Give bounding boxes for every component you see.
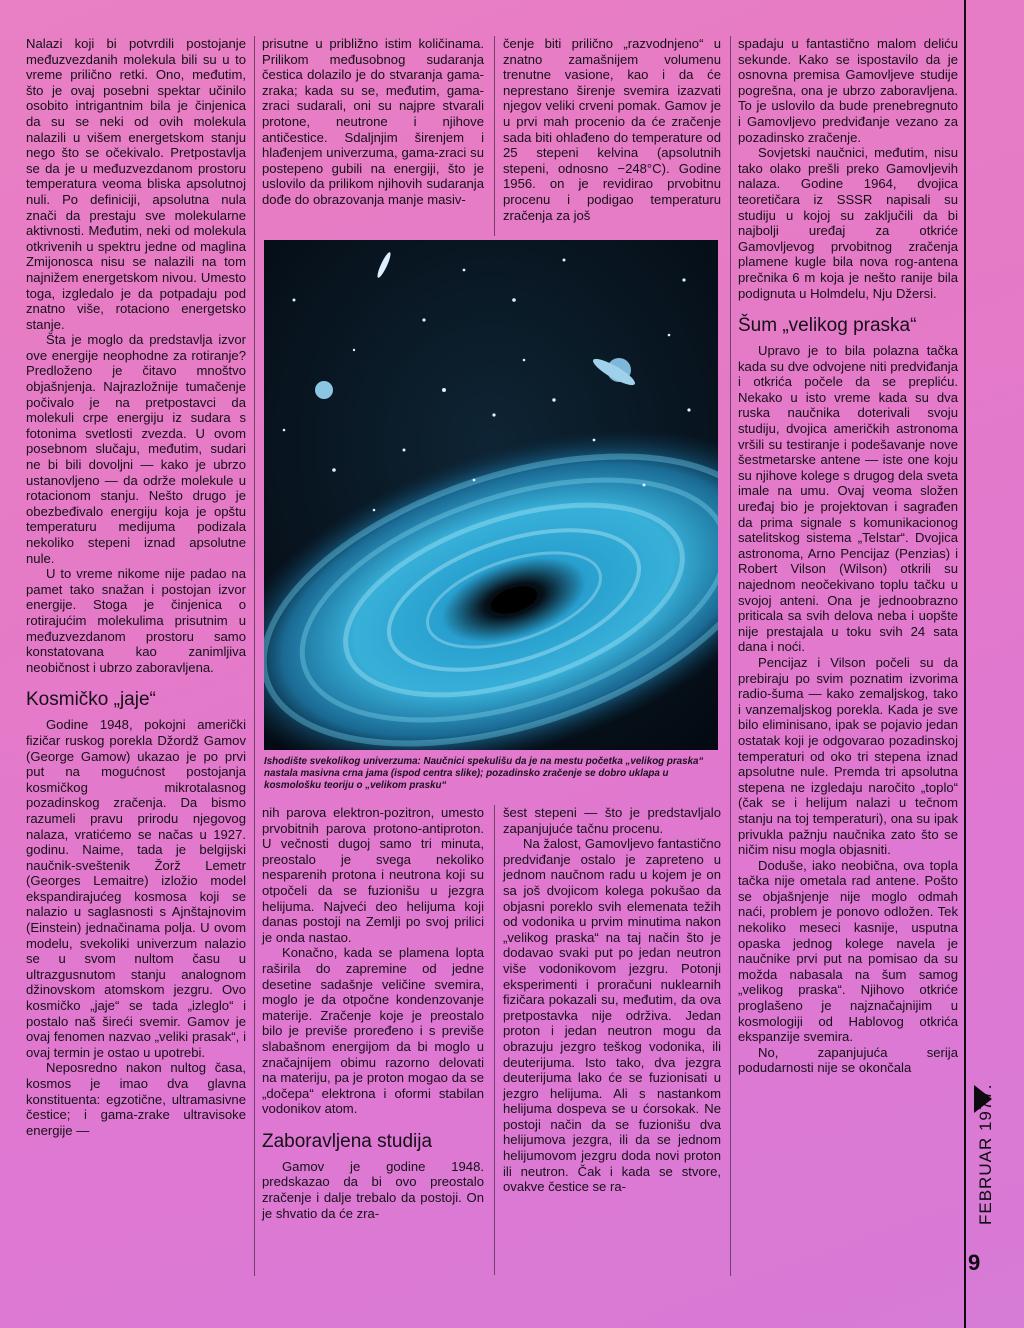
page-edge-rule <box>964 0 966 1328</box>
column-2-top <box>262 36 484 236</box>
galaxy-illustration <box>264 240 718 750</box>
column-2-bottom <box>262 805 484 1275</box>
c4-paragraph-5: Doduše, iako neobična, ova topla tačka nije ometala rad antene. Pošto se objašnjenje nije moglo odmah naći, problem je ponovo odložen. Tek nekoliko meseci kasnije, usputna opaska jednog kolege navela je naučnike prvi put na pomisao da su možda nabasala na šum samog „velikog praska“. Njihovo otkriće proglašeno je najznačajnijim u kosmologiji od Hablovog otkrića ekspanzije svemira. <box>738 857 958 1045</box>
c2-bottom-paragraph-3: Gamov je godine 1948. predskazao da bi ovo preostalo zračenje i dalje trebalo da postoji. On je shvatio da će zra- <box>262 1158 484 1221</box>
c4-paragraph-2: Sovjetski naučnici, međutim, nisu tako olako prešli preko Gamovljevih nalaza. Godine 1964, dvojica teoretičara iz SSSR napisali su studiju u kojoj su zaključili da bi najbolji uređaj za otkriće Gamovljevog prvobitnog zračenja plamene kugle bila nova rog-antena prečnika 6 m koja je nešto ranije bila podignuta u Holmdelu, Nju Džersi. <box>738 145 958 301</box>
column-divider <box>494 36 495 236</box>
c3-bottom-paragraph-1: šest stepeni — što je predstavljalo zapanjujuće tačnu procenu. <box>503 805 721 836</box>
c4-paragraph-3: Upravo je to bila polazna tačka kada su dve odvojene niti predviđanja i otkrića počele da se prepliću. Nekako u isto vreme kada su dva ruska naučnika doterivali svoju studiju, dvojica američkih astronoma vršili su testiranje i podešavanje nove šestmetarske antene — iste one koju su njihove kolege s drugog dela sveta imale na umu. Ovaj veoma složen uređaj bio je projektovan i sagrađen da prima signale s komunikacionog satelitskog sistema „Telstar“. Dvojica astronoma, Arno Pencijaz (Penzias) i Robert Vilson (Wilson) otkrili su najednom neočekivano toplu tačku u svojoj anteni. Ona je jednoobrazno priticala sa svih delova neba i uopšte nije prestajala u toku svih 24 sata dana i noći. <box>738 343 958 655</box>
c1-paragraph-3: U to vreme nikome nije padao na pamet tako snažan i postojan izvor energije. Stoga je činjenica o rotirajućim molekulima prisutnim u međuzvezdanom prostoru samo konstatovana kao zanimljiva neobičnost i ubrzo zaboravljena. <box>26 566 246 675</box>
figure-caption: Ishodište svekolikog univerzuma: Naučnici spekulišu da je na mestu početka „velikog praska“ nastala masivna crna jama (ispod centra slike); pozadinsko zračenje se dobro uklapa u kosmološku teoriju o „velikom prasku“ <box>264 756 704 791</box>
section-heading-kosmicko-jaje: Kosmičko „jaje“ <box>26 689 156 711</box>
c1-paragraph-1: Nalazi koji bi potvrdili postojanje međuzvezdanih molekula bili su u to vreme prilično retki. Ono, međutim, što je ovaj posebni spektar učinilo osobito intrigantnim bila je činjenica da su se neki od ovih molekula nalazili u višem energetskom stanju nego što se očekivalo. Pretpostavlja se da je u međuzvezdanom prostoru temperatura veoma bliska apsolutnoj nuli. Po definiciji, apsolutna nula znači da prestaju sve molekularne aktivnosti. Međutim, neki od molekula otkrivenih u spektru jedne od maglina Zmijonosca nisu se nalazili na tom najnižem energetskom nivou. Umesto toga, izgledalo je da potpadaju pod znatno više, rotaciono energetsko stanje. <box>26 36 246 332</box>
column-3-top <box>503 36 721 236</box>
column-divider <box>254 36 255 1276</box>
column-3-bottom <box>503 805 721 1275</box>
c3-top-paragraph-1: čenje biti prilično „razvodnjeno“ u znatno zamašnijem volumenu trenutne vasione, kao i da će neprestano širenje svemira izazvati njegov veliki crveni pomak. Gamov je u prvi mah procenio da će zračenje sada biti ohlađeno do temperature od 25 stepeni kelvina (apsolutnih stepeni, odnosno −248°C). Godine 1956. on je revidirao prvobitnu procenu i podigao temperaturu zračenja za još <box>503 36 721 223</box>
column-divider <box>730 36 731 1276</box>
section-heading-sum-velikog-praska: Šum „velikog praska“ <box>738 315 917 337</box>
section-heading-zaboravljena-studija: Zaboravljena studija <box>262 1130 433 1152</box>
column-1 <box>26 36 246 1276</box>
issue-date: FEBRUAR 1977. <box>976 1083 995 1225</box>
c4-paragraph-1: spadaju u fantastično malom deliću sekunde. Kako se ispostavilo da je osnovna premisa Gamovljeve studije pogrešna, ona je ubrzo zaboravljena. To je uslovilo da bude prenebregnuto i Gamovljevo predviđanje vezano za pozadinsko zračenje. <box>738 36 958 145</box>
c1-paragraph-5: Neposredno nakon nultog časa, kosmos je imao dva glavna konstituenta: egzotične, ultramasivne čestice; i gama-zrake ultravisoke energije — <box>26 1060 246 1138</box>
page-number: 9 <box>968 1250 981 1275</box>
galaxy-image <box>264 240 718 750</box>
c4-paragraph-6: No, zapanjujuća serija podudarnosti nije se okončala <box>738 1044 958 1076</box>
c2-bottom-paragraph-1: nih parova elektron-pozitron, umesto prvobitnih parova protono-antiproton. U večnosti dugoj samo tri minuta, preostalo je svega nekoliko nesparenih protona i neutrona koji su otpočeli da se fuzionišu u jezgra helijuma. Najveći deo helijuma koji danas postoji na Zemlji po svoj prilici je onda nastao. <box>262 805 484 945</box>
c4-paragraph-4: Pencijaz i Vilson počeli su da prebiraju po svim poznatim izvorima radio-šuma — kako zemaljskog, tako i vanzemaljskog porekla. Kada je sve bilo eliminisano, ipak se pojavio jedan ostatak koji je odgovarao pozadinskoj temperaturi od oko tri stepena iznad apsolutne nule. Premda tri apsolutna stepena ne izgledaju naročito „toplo“ (čak se i helijum nalazi u tečnom stanju na toj temperaturi), ona su ipak privukla pažnju naučnika zato što se ničim nisu mogla objasniti. <box>738 654 958 858</box>
column-divider <box>494 805 495 1275</box>
c1-paragraph-2: Šta je moglo da predstavlja izvor ove energije neophodne za rotiranje? Predloženo je čitavo mnoštvo objašnjenja. Najrazložnije tumačenje počivalo je na pretpostavci da molekuli crpe energiju iz sudara s fotonima svetlosti zvezda. U ovom posebnom slučaju, međutim, sudari ne bi bili dovoljni — kako je ubrzo ustanovljeno — da održe molekule u rotacionom stanju. Nešto drugo je obezbeđivalo energiju koja je opštu temperaturu medijuma podizala nekoliko stepeni iznad apsolutne nule. <box>26 332 246 566</box>
c1-paragraph-4: Godine 1948, pokojni američki fizičar ruskog porekla Džordž Gamov (George Gamow) ukazao je po prvi put na mogućnost postojanja kosmičkog mikrotalasnog pozadinskog zračenja. Da bismo razumeli pravu prirodu njegovog nalaza, vratićemo se načas u 1927. godinu. Naime, tada je belgijski naučnik-sveštenik Žorž Lemetr (Georges Lemaitre) izložio model ekspandirajućeg kosmosa koji se nalazio u saglasnosti s Ajnštajnovim (Einstein) jednačinama polja. U ovom modelu, svekoliki univerzum nalazio se u svom nultom času u ultrazgusnutom stanju analognom džinovskom atomskom jezgru. Ovo kosmičko „jaje“ se tada „izleglo“ i postalo naš šireći svemir. Gamov je ovaj fenomen nazvao „veliki prasak“, i ovaj termin je ostao u upotrebi. <box>26 717 246 1060</box>
c2-bottom-paragraph-2: Konačno, kada se plamena lopta raširila do zapremine od jedne desetine sadašnje veličine svemira, moglo je da otpočne kondenzovanje materije. Zračenje koje je preostalo bilo je previše proređeno i s previše slabašnom energijom da bi moglo u značajnijem obimu razorno delovati na materiju, pa je proton mogao da se „dočepa“ elektrona i oformi stabilan vodonikov atom. <box>262 945 484 1117</box>
column-4 <box>738 36 958 1276</box>
c3-bottom-paragraph-2: Na žalost, Gamovljevo fantastično predviđanje ostalo je zapreteno u jednom naučnom radu u kojem je on sa još dvojicom kolega pokušao da objasni poreklo svih elemenata težih od vodonika u prvim minutima nakon „velikog praska“ na taj način što je dodavao svaki put po jedan neutron više vodonikovom jezgru. Potonji eksperimenti i proračuni nuklearnih fizičara pokazali su, međutim, da ova pretpostavka nije održiva. Jedan proton i jedan neutron mogu da obrazuju jezgro teškog vodonika, ili deuterijuma. Isto tako, dva jezgra deuterijuma lako će se fuzionisati u jezgro helijuma. Ali s nastankom helijuma dospeva se u ćorsokak. Ne postoji način da se fuzionišu dva helijumova jezgra, ili da se jednom helijumovom jezgru doda novi proton ili neutron. Čak i kada se stvore, ovakve čestice se ra- <box>503 836 721 1195</box>
c2-top-paragraph-1: prisutne u približno istim količinama. Prilikom međusobnog sudaranja čestica dolazilo je do stvaranja gama-zraka; kada su se, međutim, gama-zraci sudarali, oni su najpre stvarali protone, neutrone i njihove antičestice. Sdaljnjim širenjem i hlađenjem univerzuma, gama-zraci su postepeno gubili na energiji, što je uslovilo da prilikom njihovih sudaranja dođe do obrazovanja manje masiv- <box>262 36 484 207</box>
